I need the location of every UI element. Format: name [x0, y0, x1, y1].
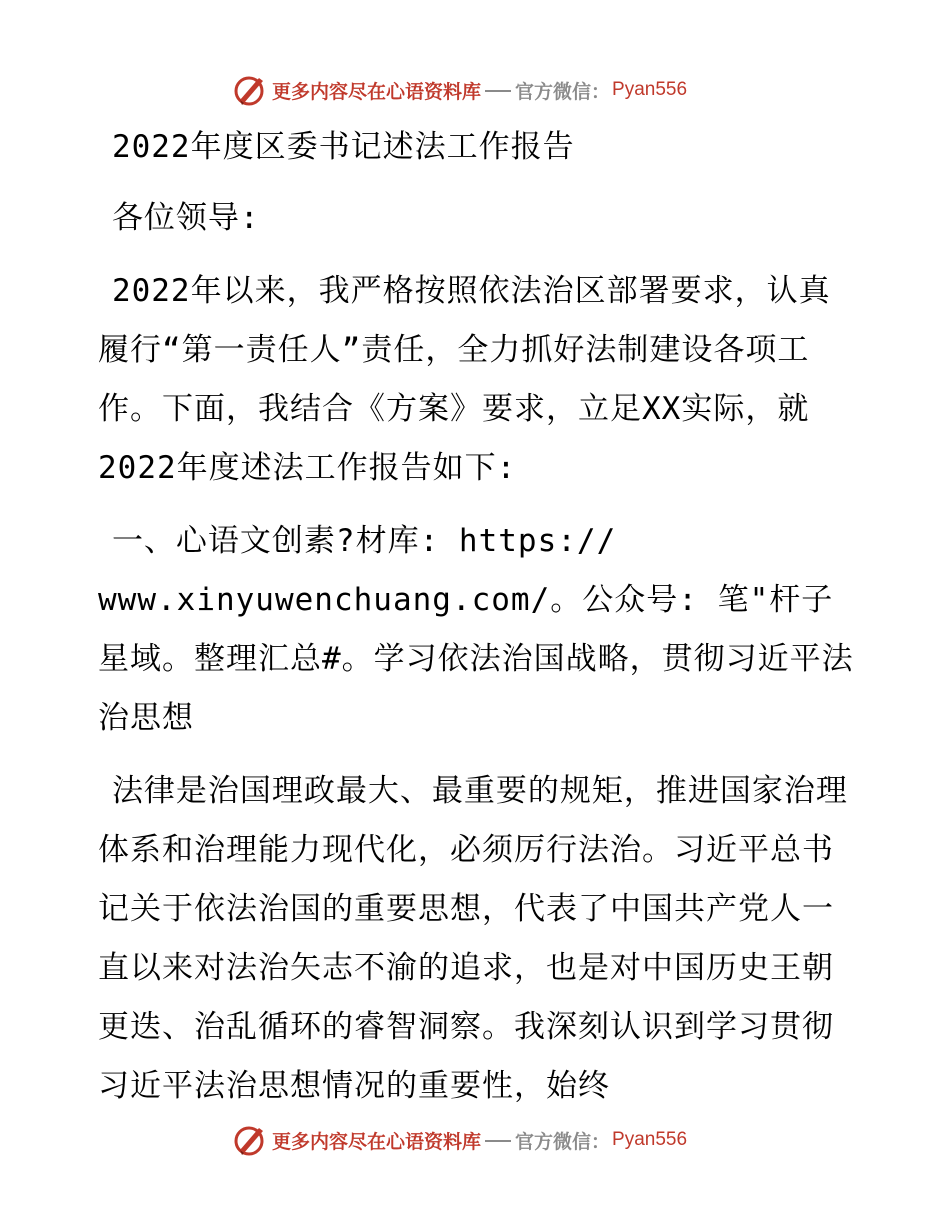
banner-dash-divider — [485, 90, 511, 92]
banner-wechat-id: Pyan556 — [612, 79, 688, 100]
banner-wechat-id: Pyan556 — [612, 1129, 688, 1150]
document-salutation: 各位领导: — [111, 200, 260, 236]
pen-logo-icon — [232, 72, 268, 108]
section-heading-line-1: 一、心语文创素?材库: https:// — [111, 523, 617, 559]
footer-watermark-banner — [232, 1120, 687, 1160]
banner-wechat-label: 官方微信： — [515, 80, 611, 103]
pen-logo-icon — [232, 1122, 268, 1158]
banner-main-text: 更多内容尽在心语资料库 — [272, 80, 482, 103]
banner-dash-divider — [485, 1140, 511, 1142]
header-watermark-banner — [232, 70, 687, 110]
section-heading-line-2: www.xinyuwenchuang.com/。公众号: 笔"杆子星域。整理汇总#。学习依法治国战略，贯彻习近平法治思想 — [98, 582, 854, 736]
banner-wechat-label: 官方微信： — [515, 1130, 611, 1153]
banner-main-text: 更多内容尽在心语资料库 — [272, 1130, 482, 1153]
document-title: 2022年度区委书记述法工作报告 — [111, 129, 575, 165]
document-body — [98, 118, 858, 1130]
paragraph-body: 法律是治国理政最大、最重要的规矩，推进国家治理体系和治理能力现代化，必须厉行法治。习近平总书记关于依法治国的重要思想，代表了中国共产党人一直以来对法治矢志不渝的追求，也是对中国历史王朝更迭、治乱循环的睿智洞察。我深刻认识到学习贯彻习近平法治思想情况的重要性，始终 — [98, 773, 848, 1104]
paragraph-intro: 2022年以来，我严格按照依法治区部署要求，认真履行“第一责任人”责任，全力抓好法制建设各项工作。下面，我结合《方案》要求，立足XX实际，就2022年度述法工作报告如下: — [98, 273, 831, 486]
